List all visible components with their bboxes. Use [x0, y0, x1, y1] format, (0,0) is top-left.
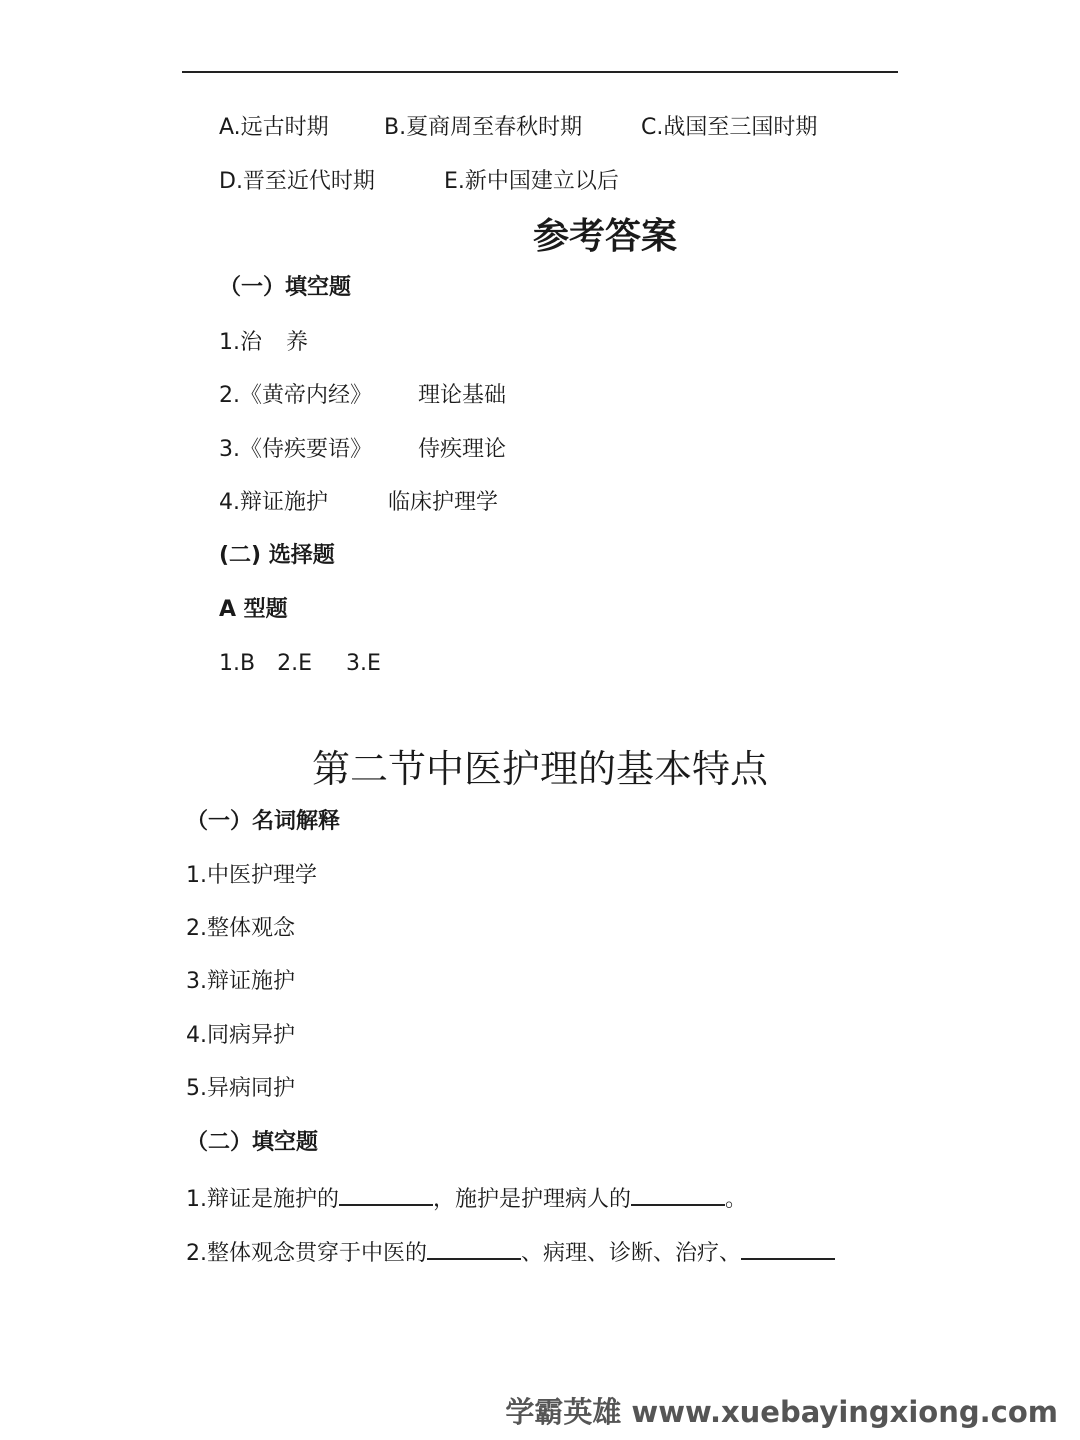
term-item: 3.辩证施护 [186, 969, 295, 994]
answer-number: 3. [219, 437, 240, 462]
option-d: D.晋至近代时期 [219, 169, 375, 194]
answer-number: 2. [219, 383, 240, 408]
answer-part-a: 《侍疾要语》 [240, 437, 373, 462]
answer-part-b: 临床护理学 [388, 490, 499, 515]
answer-choice-2: 2.E [277, 651, 312, 676]
answer-choice-3: 3.E [345, 651, 381, 676]
term-item: 5.异病同护 [186, 1076, 295, 1101]
answer-blank [427, 1236, 521, 1260]
term-item: 1.中医护理学 [186, 863, 317, 888]
option-c: C.战国至三国时期 [641, 115, 818, 140]
question-text: 1.辩证是施护的 [186, 1187, 339, 1212]
answer-fill-1 [219, 329, 308, 357]
question-text: ，施护是护理病人的 [433, 1187, 632, 1212]
answer-part-a: 辩证施护 [240, 490, 329, 515]
answer-part-a: 《黄帝内经》 [240, 383, 373, 408]
answers-fill-heading: （一）填空题 [219, 275, 352, 300]
answer-part-b: 理论基础 [418, 383, 507, 408]
fill-question-1 [186, 1182, 747, 1214]
fill-heading: （二）填空题 [186, 1130, 319, 1155]
answer-number: 4. [219, 490, 240, 515]
terms-heading: （一）名词解释 [186, 809, 341, 834]
answer-blank [339, 1182, 433, 1206]
option-a: A.远古时期 [219, 115, 329, 140]
answer-fill-4 [219, 489, 498, 517]
term-item: 2.整体观念 [186, 916, 295, 941]
answer-choice-1: 1.B [219, 651, 256, 676]
option-e: E.新中国建立以后 [444, 169, 619, 194]
answer-part-a: 治 [240, 330, 263, 355]
answers-choice-heading: (二) 选择题 [219, 543, 335, 568]
answer-fill-2 [219, 382, 506, 410]
answer-number: 1. [219, 330, 240, 355]
header-rule [182, 71, 898, 73]
section-title: 第二节中医护理的基本特点 [311, 747, 768, 791]
answers-type-heading: A 型题 [219, 597, 288, 622]
question-text: 、病理、诊断、治疗、 [521, 1241, 742, 1266]
answer-choice-row [219, 650, 381, 678]
question-text: 。 [725, 1187, 748, 1212]
answer-part-b: 侍疾理论 [418, 437, 507, 462]
fill-question-2 [186, 1236, 835, 1268]
answers-title: 参考答案 [532, 216, 677, 257]
term-item: 4.同病异护 [186, 1023, 295, 1048]
answer-blank [631, 1182, 725, 1206]
answer-fill-3 [219, 436, 506, 464]
answer-blank [741, 1236, 835, 1260]
question-text: 2.整体观念贯穿于中医的 [186, 1241, 427, 1266]
answer-part-b: 养 [286, 330, 309, 355]
footer-watermark: 学霸英雄 www.xuebayingxiong.com [505, 1395, 1058, 1429]
option-b: B.夏商周至春秋时期 [384, 115, 583, 140]
